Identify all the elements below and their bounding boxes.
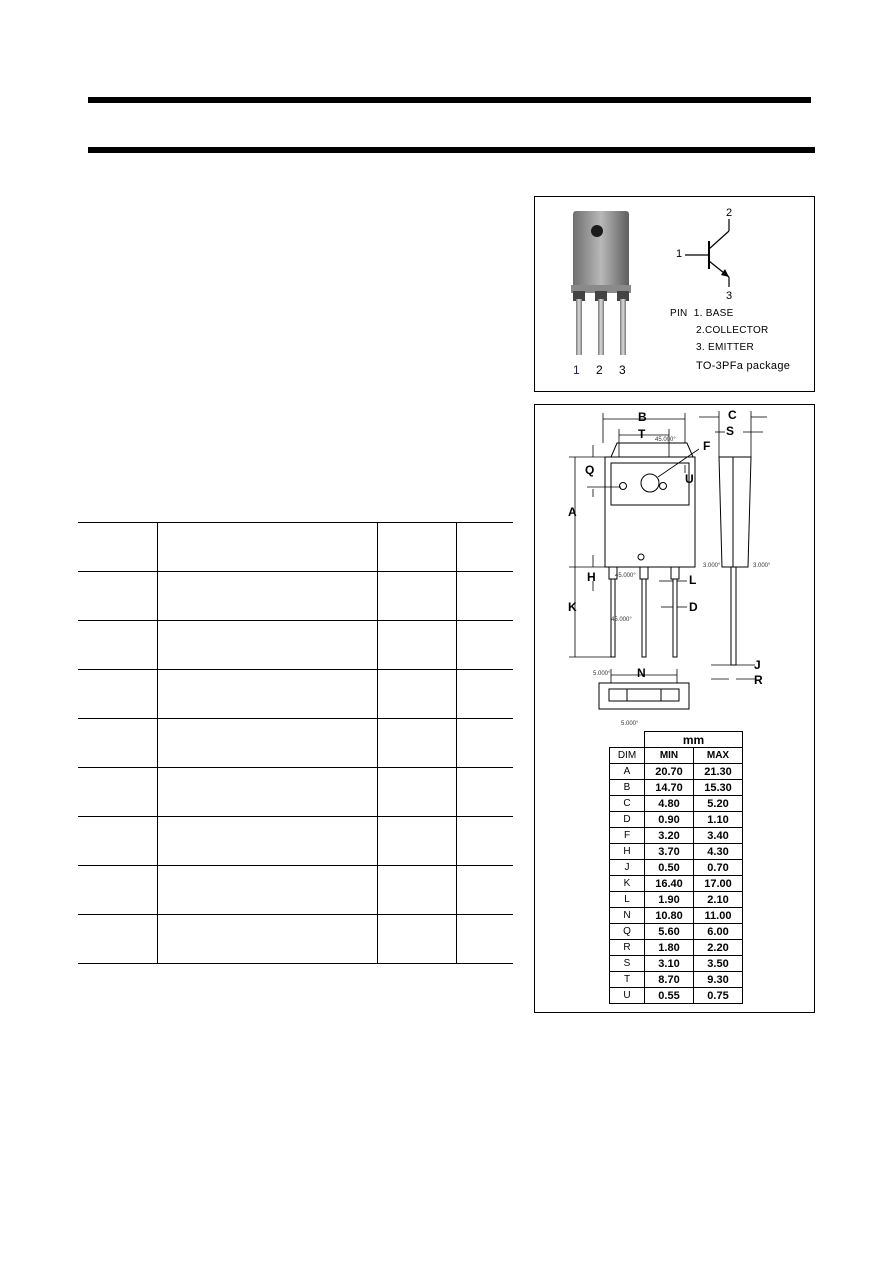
symbol-label-base: 1 <box>676 248 683 260</box>
dim-table-cell-dim: K <box>610 876 645 892</box>
dim-table-cell-max: 0.70 <box>694 860 743 876</box>
dim-table-header-min: MIN <box>645 748 694 764</box>
spec-table-cell <box>377 621 456 670</box>
spec-table-cell <box>377 572 456 621</box>
dim-table-header-max: MAX <box>694 748 743 764</box>
dimension-table <box>609 731 743 1004</box>
spec-table-cell <box>158 817 377 866</box>
dim-table-cell-min: 1.80 <box>645 940 694 956</box>
dim-table-row <box>610 764 743 780</box>
spec-table-cell <box>377 817 456 866</box>
dim-table-row <box>610 956 743 972</box>
package-outline-drawing <box>535 405 814 735</box>
package-panel <box>534 196 815 392</box>
dim-table-cell-max: 15.30 <box>694 780 743 796</box>
dimension-drawing-panel <box>534 404 815 1013</box>
dim-table-cell-dim: U <box>610 988 645 1004</box>
spec-table-cell <box>78 817 158 866</box>
pin-line-emitter: 3. EMITTER <box>696 342 755 353</box>
dim-table-row <box>610 860 743 876</box>
dim-label-j: J <box>754 658 761 672</box>
spec-table-cell <box>377 719 456 768</box>
spec-table-cell <box>158 866 377 915</box>
dim-table-cell-max: 2.20 <box>694 940 743 956</box>
spec-table-cell <box>158 719 377 768</box>
dim-table-cell-min: 3.20 <box>645 828 694 844</box>
dim-label-q: Q <box>585 463 595 477</box>
dim-table-cell-dim: L <box>610 892 645 908</box>
spec-table-row <box>78 719 513 768</box>
spec-table-cell <box>158 768 377 817</box>
dim-table-cell-dim: F <box>610 828 645 844</box>
dim-label-u: U <box>685 472 694 486</box>
spec-table-row <box>78 915 513 964</box>
pin-line-package: TO-3PFa package <box>696 360 791 372</box>
dim-table-cell-max: 21.30 <box>694 764 743 780</box>
dim-label-s: S <box>726 424 735 438</box>
pin-number-1: 1 <box>573 363 580 377</box>
dim-table-body <box>610 764 743 1004</box>
dim-table-row <box>610 908 743 924</box>
dim-table-cell-dim: R <box>610 940 645 956</box>
dim-table-cell-max: 9.30 <box>694 972 743 988</box>
dim-table-cell-min: 0.90 <box>645 812 694 828</box>
symbol-label-emitter: 3 <box>726 290 733 302</box>
spec-table-cell <box>158 915 377 964</box>
pin-line-collector: 2.COLLECTOR <box>696 325 769 336</box>
angle-h: 45.000° <box>615 573 636 579</box>
dim-table-cell-min: 0.50 <box>645 860 694 876</box>
spec-table-row <box>78 572 513 621</box>
dim-label-b: B <box>638 410 647 424</box>
pin-number-3: 3 <box>619 363 626 377</box>
dim-table-row <box>610 972 743 988</box>
dim-label-k: K <box>568 600 577 614</box>
dim-table-cell-max: 1.10 <box>694 812 743 828</box>
dim-table-cell-min: 16.40 <box>645 876 694 892</box>
spec-table-cell <box>457 572 513 621</box>
dim-table-cell-max: 2.10 <box>694 892 743 908</box>
dim-table-cell-max: 4.30 <box>694 844 743 860</box>
dim-table-row <box>610 844 743 860</box>
spec-table-cell <box>457 768 513 817</box>
dim-table-unit: mm <box>645 732 743 748</box>
dim-table-cell-dim: Q <box>610 924 645 940</box>
dim-table-cell-max: 3.40 <box>694 828 743 844</box>
dim-table-cell-min: 3.10 <box>645 956 694 972</box>
dim-table-cell-dim: N <box>610 908 645 924</box>
dim-table-cell-min: 20.70 <box>645 764 694 780</box>
dim-table-row <box>610 796 743 812</box>
dim-table-cell-dim: J <box>610 860 645 876</box>
spec-table-cell <box>158 621 377 670</box>
header-rule-top <box>88 97 811 103</box>
dim-table-cell-dim: H <box>610 844 645 860</box>
dim-table-row <box>610 876 743 892</box>
spec-table-cell <box>78 915 158 964</box>
spec-table-cell <box>457 915 513 964</box>
spec-table-cell <box>457 523 513 572</box>
transistor-photo <box>567 207 647 367</box>
spec-table-cell <box>377 670 456 719</box>
spec-table-row <box>78 670 513 719</box>
dim-table-header-dim: DIM <box>610 748 645 764</box>
spec-table-cell <box>78 572 158 621</box>
header-rule-bottom <box>88 147 815 153</box>
spec-table-cell <box>78 719 158 768</box>
spec-table-cell <box>377 915 456 964</box>
dim-label-n: N <box>637 666 646 680</box>
angle-k: 45.000° <box>611 617 632 623</box>
spec-table <box>78 522 513 964</box>
dim-table-row <box>610 892 743 908</box>
spec-table-cell <box>158 523 377 572</box>
symbol-label-collector: 2 <box>726 207 733 219</box>
dim-table-row <box>610 924 743 940</box>
dim-table-cell-dim: T <box>610 972 645 988</box>
spec-table-cell <box>457 817 513 866</box>
angle-n-left: 5.000° <box>593 671 611 677</box>
spec-table-cell <box>457 621 513 670</box>
dim-table-cell-max: 0.75 <box>694 988 743 1004</box>
dim-table-cell-dim: A <box>610 764 645 780</box>
dim-table-cell-max: 17.00 <box>694 876 743 892</box>
spec-table-cell <box>457 866 513 915</box>
dim-table-row <box>610 988 743 1004</box>
dim-table-cell-max: 3.50 <box>694 956 743 972</box>
dim-table-row <box>610 828 743 844</box>
angle-side-right: 3.000° <box>753 563 771 569</box>
spec-table-row <box>78 866 513 915</box>
pin-line-base: PIN 1. BASE <box>670 308 734 319</box>
dim-table-cell-max: 6.00 <box>694 924 743 940</box>
dim-label-a: A <box>568 505 577 519</box>
angle-bottom: 5.000° <box>621 721 639 727</box>
spec-table-cell <box>457 719 513 768</box>
spec-table-cell <box>78 768 158 817</box>
spec-table-row <box>78 523 513 572</box>
spec-table-cell <box>158 670 377 719</box>
dim-table-cell-dim: C <box>610 796 645 812</box>
angle-top: 45.000° <box>655 437 676 443</box>
dim-table-cell-min: 3.70 <box>645 844 694 860</box>
spec-table-cell <box>377 768 456 817</box>
spec-table-row <box>78 621 513 670</box>
dim-label-r: R <box>754 673 763 687</box>
spec-table-row <box>78 817 513 866</box>
spec-table-cell <box>78 866 158 915</box>
dim-label-t: T <box>638 427 646 441</box>
dim-table-cell-min: 10.80 <box>645 908 694 924</box>
dim-table-cell-min: 0.55 <box>645 988 694 1004</box>
dim-table-cell-min: 1.90 <box>645 892 694 908</box>
dim-label-c: C <box>728 408 737 422</box>
spec-table-row <box>78 768 513 817</box>
dim-table-cell-min: 4.80 <box>645 796 694 812</box>
dim-label-d: D <box>689 600 698 614</box>
dim-table-cell-min: 14.70 <box>645 780 694 796</box>
spec-table-cell <box>78 523 158 572</box>
dim-table-cell-dim: D <box>610 812 645 828</box>
dim-table-row <box>610 940 743 956</box>
spec-table-cell <box>377 866 456 915</box>
dim-table-cell-min: 8.70 <box>645 972 694 988</box>
dim-table-cell-dim: B <box>610 780 645 796</box>
dim-label-h: H <box>587 570 596 584</box>
dim-table-cell-max: 11.00 <box>694 908 743 924</box>
spec-table-cell <box>78 670 158 719</box>
dim-table-cell-max: 5.20 <box>694 796 743 812</box>
spec-table-cell <box>377 523 456 572</box>
spec-table-body <box>78 523 513 964</box>
npn-symbol <box>685 217 745 297</box>
dim-table-row <box>610 780 743 796</box>
dim-table-blank-header <box>610 732 645 748</box>
dim-table-row <box>610 812 743 828</box>
dim-label-l: L <box>689 573 697 587</box>
spec-table-cell <box>78 621 158 670</box>
spec-table-cell <box>457 670 513 719</box>
dim-label-f: F <box>703 439 711 453</box>
angle-side-left: 3.000° <box>703 563 721 569</box>
spec-table-cell <box>158 572 377 621</box>
dim-table-cell-dim: S <box>610 956 645 972</box>
pin-number-2: 2 <box>596 363 603 377</box>
dim-table-cell-min: 5.60 <box>645 924 694 940</box>
